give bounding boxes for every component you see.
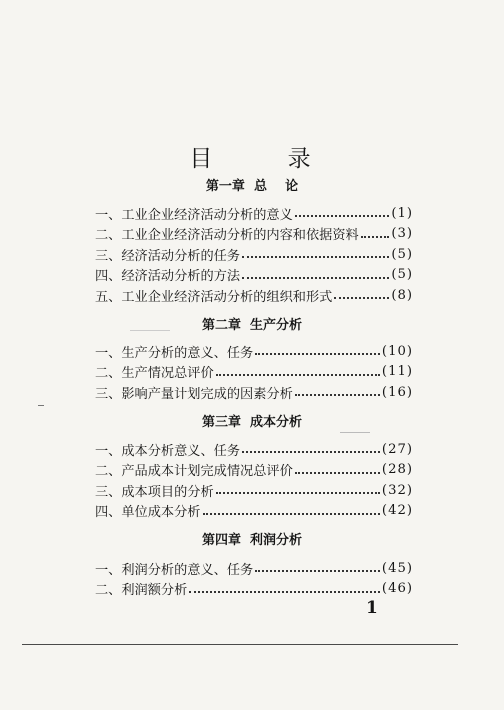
dot-leader	[216, 374, 380, 376]
toc-entry[interactable]	[95, 244, 413, 264]
chapter-heading: 第一章 总 论	[205, 179, 299, 194]
toc-entry[interactable]	[95, 265, 413, 285]
dot-leader	[203, 513, 380, 515]
toc-entry[interactable]	[95, 439, 413, 459]
toc-entry-label: 三、成本项目的分析	[95, 484, 214, 500]
toc-entry-label: 五、工业企业经济活动分析的组织和形式	[95, 289, 333, 305]
dot-leader	[361, 236, 390, 238]
toc-entry-page: (28)	[381, 462, 413, 477]
dot-leader	[295, 215, 390, 217]
dot-leader	[295, 472, 380, 474]
toc-entry-page: (8)	[391, 287, 413, 303]
toc-entry[interactable]	[95, 203, 413, 223]
toc-entry-page: (5)	[391, 267, 413, 282]
toc-entry-page: (46)	[381, 581, 413, 596]
toc-entry-label: 四、单位成本分析	[95, 505, 201, 520]
scan-speck	[340, 432, 370, 433]
toc-entry[interactable]	[95, 285, 413, 305]
chapter-heading: 第三章 成本分析	[201, 415, 303, 430]
dot-leader	[216, 492, 380, 494]
toc-entry-label: 二、生产情况总评价	[95, 366, 214, 381]
toc-entry-page: (32)	[381, 482, 413, 498]
dot-leader	[242, 277, 389, 279]
toc-entry-page: (5)	[391, 246, 413, 262]
toc-entry-label: 三、经济活动分析的任务	[95, 248, 241, 264]
toc-entry-page: (10)	[381, 343, 413, 359]
toc-entry-label: 一、生产分析的意义、任务	[95, 345, 254, 361]
toc-entry-page: (27)	[381, 441, 413, 457]
toc-entry-page: (1)	[391, 205, 413, 221]
toc-entry-page: (11)	[381, 364, 413, 379]
dot-leader	[295, 394, 380, 396]
toc-entry-page: (3)	[391, 226, 413, 241]
toc-entry-label: 四、经济活动分析的方法	[95, 269, 241, 284]
dot-leader	[189, 591, 380, 593]
toc-entry-label: 一、成本分析意义、任务	[95, 443, 241, 459]
toc-entry-label: 二、工业企业经济活动分析的内容和依据资料	[95, 228, 359, 243]
toc-entry-page: (16)	[381, 384, 413, 400]
scan-speck	[130, 330, 170, 331]
chapter-heading: 第四章 利润分析	[201, 533, 303, 548]
dot-leader	[242, 256, 389, 258]
toc-entry[interactable]	[95, 558, 413, 578]
toc-entry-page: (45)	[381, 560, 413, 576]
page-number: 1	[366, 598, 378, 618]
toc-entry[interactable]	[95, 460, 413, 480]
toc-entry-label: 二、产品成本计划完成情况总评价	[95, 464, 293, 479]
toc-entry-label: 一、工业企业经济活动分析的意义	[95, 207, 293, 223]
toc-entry[interactable]	[95, 382, 413, 402]
dot-leader	[242, 451, 380, 453]
toc-entry[interactable]	[95, 362, 413, 382]
toc-entry[interactable]	[95, 501, 413, 521]
toc-title: 目 录	[189, 146, 345, 172]
toc-entry[interactable]	[95, 480, 413, 500]
toc-entry[interactable]	[95, 341, 413, 361]
scan-speck	[38, 405, 44, 406]
toc-entry-page: (42)	[381, 503, 413, 518]
dot-leader	[255, 353, 380, 355]
toc-entry-label: 三、影响产量计划完成的因素分析	[95, 386, 293, 402]
bottom-rule	[22, 644, 458, 645]
dot-leader	[255, 570, 380, 572]
chapter-heading: 第二章 生产分析	[201, 318, 303, 333]
toc-entry-label: 二、利润额分析	[95, 583, 188, 598]
toc-entry[interactable]	[95, 579, 413, 599]
toc-entry[interactable]	[95, 224, 413, 244]
toc-entry-label: 一、利润分析的意义、任务	[95, 562, 254, 578]
dot-leader	[334, 297, 389, 299]
